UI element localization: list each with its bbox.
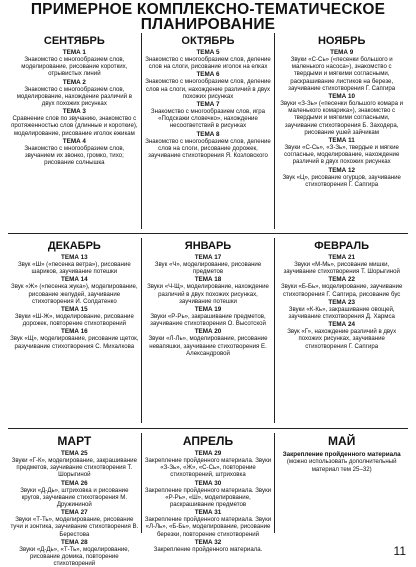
topic-10 — [277, 93, 406, 136]
topic-9 — [277, 49, 406, 92]
topic-label: ТЕМА 31 — [194, 509, 222, 517]
topic-5 — [144, 49, 273, 70]
month-heading: АПРЕЛЬ — [182, 434, 234, 448]
topic-text: Звук «Ж» («песенка жука»), моделирование, рисование желудей, заучивание стихотворения И. Солдатенко — [11, 283, 138, 305]
topic-20 — [144, 328, 273, 357]
month-february — [275, 238, 408, 423]
month-november — [275, 33, 408, 229]
topic-16 — [10, 328, 139, 349]
month-heading: ОКТЯБРЬ — [181, 35, 235, 47]
topic-19 — [144, 306, 273, 327]
grid-row-autumn — [8, 33, 408, 229]
month-heading: МАЙ — [328, 434, 356, 448]
topic-label: ТЕМА 20 — [194, 328, 222, 336]
topic-text: Звуки «Д-Дь», штриховка и рисование кругов, заучивание стихотворения М. Дружининой — [20, 486, 129, 509]
topic-text: Знакомство с многообразием слов, моделирование, рисование коротких, отрывистых линий — [21, 56, 128, 78]
topic-text: Звуки «Д-Дь», «Т-Ть», моделирование, рисование домика, повторение стихотворений — [19, 545, 130, 567]
topic-26 — [10, 480, 139, 509]
topic-31 — [144, 509, 273, 538]
topic-text: Звуки «М-Мь», рисование мишки, заучивание стихотворения Т. Шорыгиной — [283, 261, 400, 276]
topic-text: Звуки «Б-Бь», моделирование, заучивание стихотворения Г. Сапгира, рисование бус — [280, 283, 403, 298]
topic-8 — [144, 131, 273, 160]
topic-label: ТЕМА 8 — [196, 130, 220, 138]
topic-label: ТЕМА 4 — [62, 137, 86, 145]
topic-text: Звуки «Г-К», моделирование, закрашивание предметов, заучивание стихотворения Т. Шорыгиной — [11, 457, 137, 479]
topic-label: ТЕМА 25 — [61, 450, 88, 457]
topic-label: ТЕМА 16 — [61, 328, 88, 336]
topic-6 — [144, 71, 273, 100]
topic-text: Звуки «Л-Ль», моделирование, рисование невапяшки, заучивание стихотворения Е. Александровой — [148, 335, 268, 357]
page-title-line1: ПРИМЕРНОЕ КОМПЛЕКСНО-ТЕМАТИЧЕСКОЕ — [30, 1, 386, 18]
topic-text: Звуки «Ч-Щ», моделирование, нахождение различий в двух похожих рисунках, заучивание потешки — [147, 283, 269, 305]
may-note-heading: Закрепление пройденного материала — [282, 451, 401, 458]
month-october — [141, 33, 276, 229]
page-number: 11 — [393, 544, 406, 558]
topic-label: ТЕМА 29 — [194, 450, 222, 457]
topic-11 — [277, 137, 406, 166]
topic-3 — [10, 108, 139, 137]
topic-28 — [10, 539, 139, 567]
planning-grid — [8, 33, 408, 567]
page-title-line2: ПЛАНИРОВАНИЕ — [140, 16, 276, 33]
topic-30 — [144, 480, 273, 509]
topic-29 — [144, 450, 273, 479]
topic-text: Знакомство с многообразием слов, деление слов на слоги, рисование иголок на елках — [145, 56, 271, 71]
topic-label: ТЕМА 27 — [61, 509, 88, 517]
topic-27 — [10, 509, 139, 538]
topic-17 — [144, 254, 273, 275]
topic-label: ТЕМА 26 — [61, 479, 88, 487]
topic-text: Звук «Ч», моделирование, рисование предметов — [154, 261, 262, 276]
topic-15 — [10, 306, 139, 327]
topic-text: Звуки «К-Кь», закрашивание овощей, заучивание стихотворения Д. Хармса — [288, 305, 395, 321]
topic-label: ТЕМА 12 — [328, 166, 355, 174]
topic-label: ТЕМА 5 — [196, 49, 220, 56]
topic-label: ТЕМА 28 — [61, 538, 88, 546]
topic-text: Закрепление пройденного материала. Звуки «Л-Ль», «Б-Бь», моделирование, рисование березки, повторение стихотворений — [144, 516, 272, 538]
topic-label: ТЕМА 10 — [328, 93, 355, 101]
topic-label: ТЕМА 22 — [328, 276, 355, 284]
month-heading: ФЕВРАЛЬ — [314, 240, 370, 252]
topic-text: Закрепление пройденного материала. Звуки «Р-Рь», «Ш», моделирование, раскрашивание предметов — [144, 486, 272, 509]
may-note-text: (можно использовать дополнительный материал тем 25–32) — [286, 458, 397, 473]
topic-text: Звуки «Ш-Ж», моделирование, рисование дорожек, повторение стихотворений — [14, 313, 134, 328]
month-may — [275, 433, 408, 533]
month-heading: ЯНВАРЬ — [184, 240, 232, 252]
month-september — [8, 33, 141, 229]
month-heading: НОЯБРЬ — [317, 35, 366, 47]
month-heading: ДЕКАБРЬ — [47, 240, 101, 252]
topic-label: ТЕМА 18 — [194, 276, 222, 284]
topic-32 — [144, 539, 273, 553]
topic-14 — [10, 276, 139, 305]
topic-text: Звуки «З-Зь» («песенки большого комара и маленького комарика»), знакомство с твердыми и мягкими согласными, заучивание стихотворения Б. Заходера, рисование ушей зайчикам — [280, 100, 404, 136]
row-divider — [8, 233, 408, 234]
topic-text: Звук «Г», нахождение различий в двух похожих рисунках, заучивание стихотворения Г. Сапгира — [287, 328, 397, 350]
topic-text: Звук «Щ», моделирование, рисование щеток, разучивание стихотворения С. Михалкова — [10, 335, 139, 350]
topic-label: ТЕМА 11 — [328, 137, 355, 145]
page-title — [0, 2, 416, 32]
topic-label: ТЕМА 2 — [62, 78, 86, 86]
topic-23 — [277, 299, 406, 320]
topic-text: Звук «Ш» («песенка ветра»), рисование шариков, заучивание потешки — [17, 261, 131, 276]
month-january — [141, 238, 276, 423]
topic-label: ТЕМА 15 — [61, 306, 88, 314]
topic-22 — [277, 276, 406, 297]
month-heading: МАРТ — [57, 434, 92, 448]
topic-18 — [144, 276, 273, 305]
topic-2 — [10, 79, 139, 108]
topic-25 — [10, 450, 139, 479]
month-december — [8, 238, 141, 423]
row-divider — [8, 428, 408, 429]
grid-row-winter — [8, 238, 408, 423]
topic-label: ТЕМА 13 — [61, 254, 88, 261]
topic-text: Знакомство с многообразием слов, моделирование, нахождение различий в двух похожих рисунках — [16, 85, 132, 108]
topic-text: Сравнение слов по звучанию, знакомство с протяженностью слов (длинные и короткие), моделирование, рисование иголок ежикам — [11, 115, 138, 137]
topic-label: ТЕМА 3 — [62, 108, 86, 116]
topic-label: ТЕМА 21 — [328, 254, 355, 261]
topic-text: Звуки «Т-Ть», моделирование, рисование тучи и зонтика, заучивание стихотворения В. Берестова — [10, 516, 139, 538]
topic-4 — [10, 138, 139, 167]
topic-7 — [144, 101, 273, 130]
month-april — [141, 433, 276, 553]
topic-text: Закрепление пройденного материала. — [153, 545, 263, 553]
topic-label: ТЕМА 24 — [328, 321, 355, 329]
topic-label: ТЕМА 1 — [62, 49, 86, 56]
topic-text: Знакомство с многообразием слов, звучанием их звонко, громко, тихо; рисование солнышка — [24, 144, 125, 167]
topic-label: ТЕМА 7 — [196, 101, 220, 109]
topic-label: ТЕМА 6 — [196, 71, 220, 79]
topic-text: Звук «Ц», рисование огурцов, заучивание стихотворения Г. Сапгира — [282, 173, 401, 188]
topic-1 — [10, 49, 139, 78]
topic-text: Звуки «Р-Рь», закрашивание предметов, заучивание стихотворения О. Высотской — [150, 313, 266, 328]
topic-21 — [277, 254, 406, 275]
topic-13 — [10, 254, 139, 275]
topic-text: Звуки «С-Сь», «З-Зь», твердые и мягкие согласные, моделирование, нахождение различий в двух похожих рисунках — [283, 144, 400, 166]
topic-text: Звуки «С-Сь» («песенки большого и маленького насоса»), знакомство с твердыми и мягкими согласными, раскрашивание листиков на березе, заучивание стихотворения Г. Сапгира — [288, 56, 396, 92]
topic-text: Знакомство с многообразием слов, деление слов на слоги, рисование дорожек, заучивание стихотворения Я. Козловского — [145, 137, 271, 160]
topic-text: Закрепление пройденного материала. Звуки «З-Зь», «Ж», «С-Сь», повторение стихотворений, штриховка — [144, 457, 272, 479]
topic-12 — [277, 167, 406, 188]
topic-label: ТЕМА 17 — [194, 254, 222, 261]
topic-label: ТЕМА 19 — [194, 306, 222, 314]
topic-24 — [277, 321, 406, 350]
topic-label: ТЕМА 32 — [194, 538, 222, 546]
topic-label: ТЕМА 14 — [61, 276, 88, 284]
topic-text: Знакомство с многообразием слов, деление слов на слоги, нахождение различий в двух похожих рисунках — [145, 78, 271, 100]
topic-label: ТЕМА 30 — [194, 479, 222, 487]
topic-label: ТЕМА 23 — [328, 298, 355, 306]
month-heading: СЕНТЯБРЬ — [43, 35, 105, 47]
topic-label: ТЕМА 9 — [330, 49, 354, 56]
month-march — [8, 433, 141, 567]
topic-text: Знакомство с многообразием слов, игра «Подскажи словечко», нахождение несоответствий в рисунках — [150, 108, 266, 130]
